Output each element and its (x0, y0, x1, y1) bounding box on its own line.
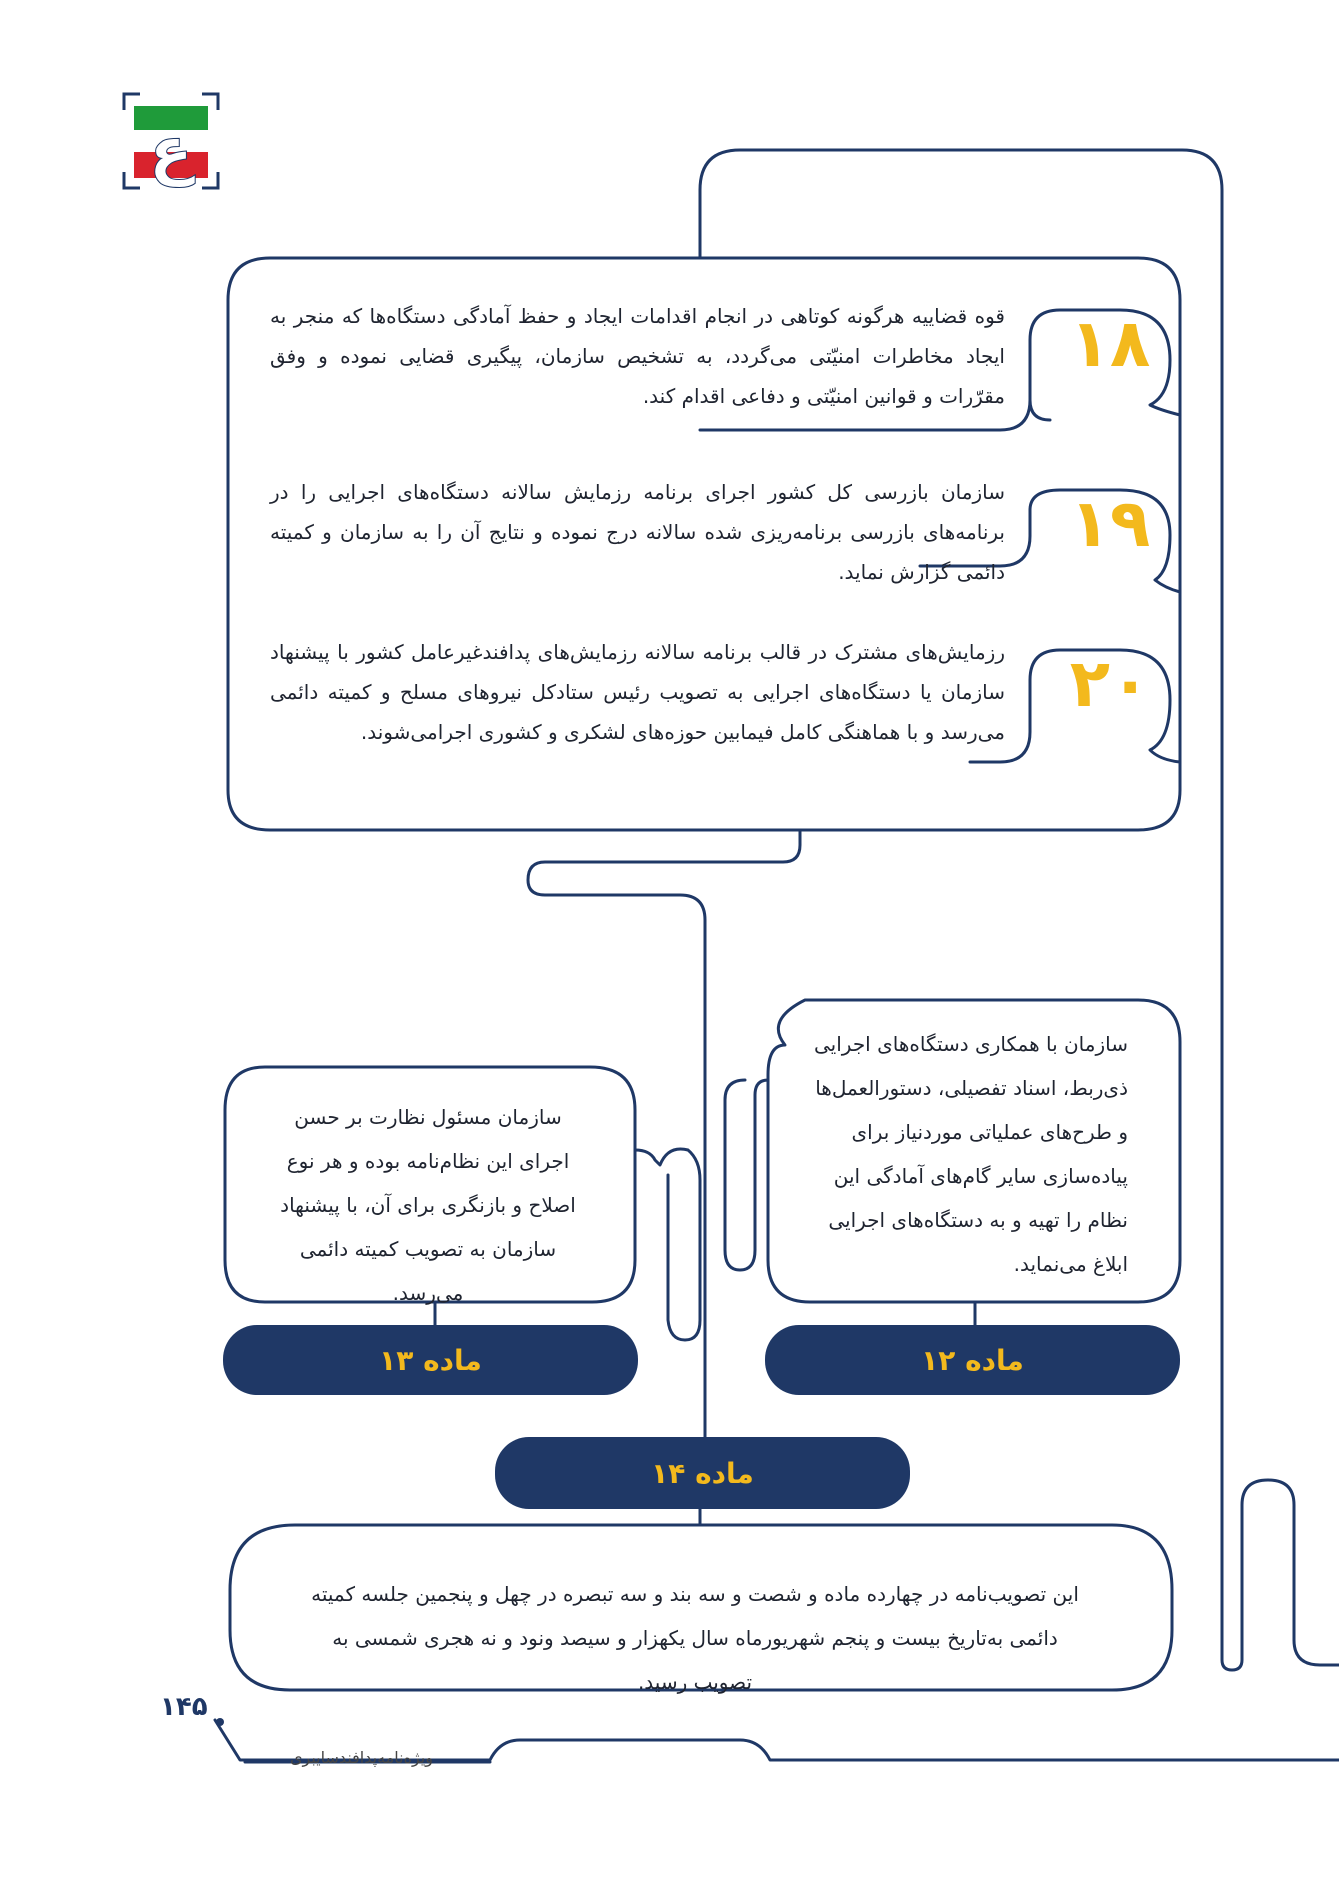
page-number: ۱۴۵ (160, 1692, 208, 1722)
item-20-text: رزمایش‌های مشترک در قالب برنامه سالانه رزمایش‌های پدافندغیرعامل کشور با پیشنهاد سازمان یا دستگاه‌های اجرایی به تصویب رئیس ستادکل نیروهای مسلح و کمیته دائمی می‌رسد و با هماهنگی کامل فیمابین حوزه‌های لشکری و کشوری اجرامی‌شوند. (270, 640, 1005, 744)
item-18-text: قوه قضاییه هرگونه کوتاهی در انجام اقدامات ایجاد و حفظ آمادگی دستگاه‌ها که منجر به ایجاد مخاطرات امنیّتی می‌گردد، به تشخیص سازمان، پیگیری قضایی نموده و وفق مقرّرات و قوانین امنیّتی و دفاعی اقدام کند. (270, 304, 1005, 408)
article-12-label: ماده ۱۲ (921, 1343, 1024, 1377)
article-13-title (223, 1325, 638, 1395)
article-13-label: ماده ۱۳ (379, 1343, 482, 1377)
article-14-text: این تصویب‌نامه در چهارده ماده و شصت و سه بند و سه تبصره در چهل و پنجمین جلسه کمیته دائمی به‌تاریخ بیست و پنجم شهریورماه سال یکهزار و سیصد ونود و نه هجری شمسی به تصویب رسید. (311, 1582, 1079, 1694)
emblem-icon (122, 92, 220, 190)
publication-name: ویژه‌نامه‌پدافندسایبری (290, 1748, 433, 1767)
article-14-title (495, 1437, 910, 1509)
svg-text:ع: ع (149, 114, 193, 188)
item-19-text: سازمان بازرسی کل کشور اجرای برنامه رزمایش سالانه دستگاه‌های اجرایی را در برنامه‌های بازرسی برنامه‌ریزی شده سالانه درج نموده و نتایج آن را به سازمان و کمیته دائمی گزارش نماید. (270, 480, 1005, 584)
article-13-text: سازمان مسئول نظارت بر حسن اجرای این نظام‌نامه بوده و هر نوع اصلاح و بازنگری برای آن، با پیشنهاد سازمان به تصویب کمیته دائمی می‌رسد. (280, 1105, 576, 1305)
item-18-number: ۱۸ (1069, 305, 1151, 382)
article-12-title (765, 1325, 1180, 1395)
item-20-number: ۲۰ (1069, 645, 1151, 722)
article-12-text: سازمان با همکاری دستگاه‌های اجرایی ذی‌ربط، اسناد تفصیلی، دستورالعمل‌ها و طرح‌های عملیاتی موردنیاز برای پیاده‌سازی سایر گام‌های آمادگی این نظام را تهیه و به دستگاه‌های اجرایی ابلاغ می‌نماید. (813, 1032, 1128, 1276)
logo (122, 92, 220, 190)
item-19-number: ۱۹ (1069, 485, 1151, 562)
article-14-label: ماده ۱۴ (651, 1456, 754, 1490)
